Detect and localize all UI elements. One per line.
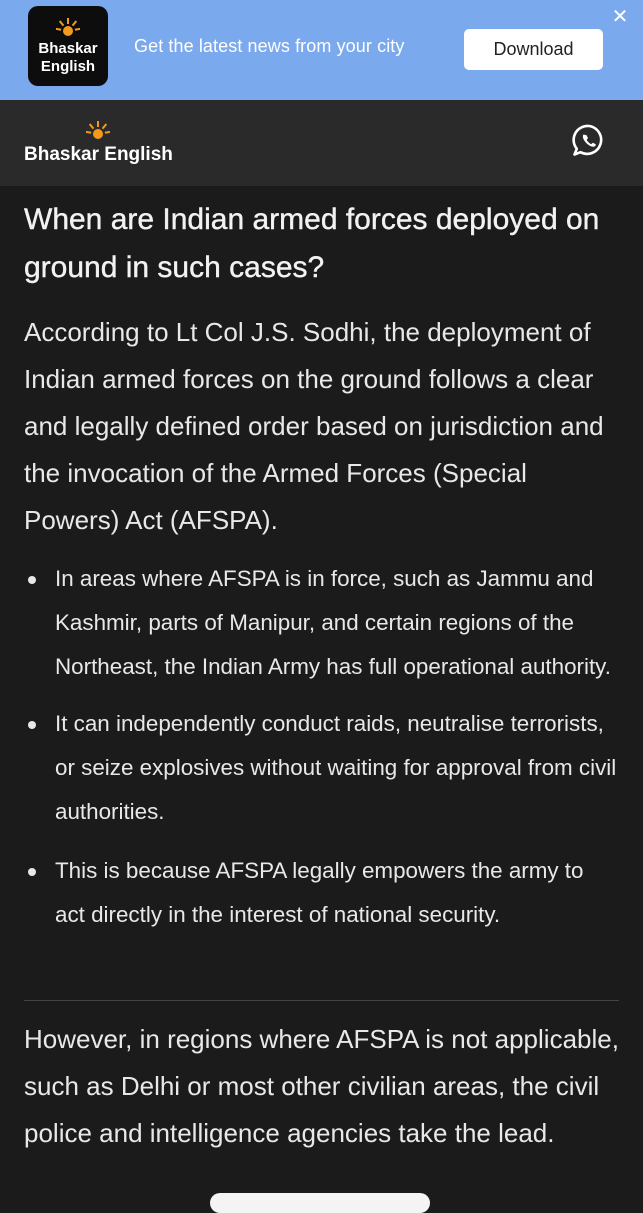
sun-logo-icon	[56, 17, 80, 41]
list-item: In areas where AFSPA is in force, such as Jammu and Kashmir, parts of Manipur, and certain regions of the Northeast, the Indian Army has full operational authority.	[24, 557, 619, 689]
app-name-line2: English	[40, 58, 96, 75]
floating-button-edge[interactable]	[210, 1193, 430, 1213]
app-name	[28, 40, 108, 76]
paragraph-followup: However, in regions where AFSPA is not applicable, such as Delhi or most other civilian areas, the civil police and intelligence agencies take the lead.	[24, 1024, 619, 1148]
whatsapp-icon	[570, 122, 608, 160]
list-item: It can independently conduct raids, neutralise terrorists, or seize explosives without waiting for approval from civil authorities.	[24, 702, 619, 834]
paragraph-intro: According to Lt Col J.S. Sodhi, the deployment of Indian armed forces on the ground follows a clear and legally defined order based on jurisdiction and the invocation of the Armed Forces (Special Powers) Act (AFSPA).	[24, 317, 604, 535]
app-download-banner	[0, 0, 643, 100]
logo-text: Bhaskar English	[24, 144, 173, 165]
site-logo[interactable]	[24, 120, 184, 170]
site-header	[0, 100, 643, 186]
whatsapp-share-button[interactable]	[570, 122, 608, 160]
list-item: This is because AFSPA legally empowers the army to act directly in the interest of national security.	[24, 849, 619, 937]
bullet-list	[24, 557, 619, 937]
banner-message: Get the latest news from your city	[134, 36, 405, 56]
app-icon[interactable]	[28, 6, 108, 86]
section-heading: When are Indian armed forces deployed on ground in such cases?	[24, 203, 600, 284]
app-name-line1: Bhaskar	[38, 40, 98, 57]
close-icon[interactable]: ✕	[611, 6, 629, 28]
sun-logo-icon	[86, 120, 110, 144]
download-button[interactable]: Download	[464, 29, 603, 70]
section-divider	[24, 1000, 619, 1001]
